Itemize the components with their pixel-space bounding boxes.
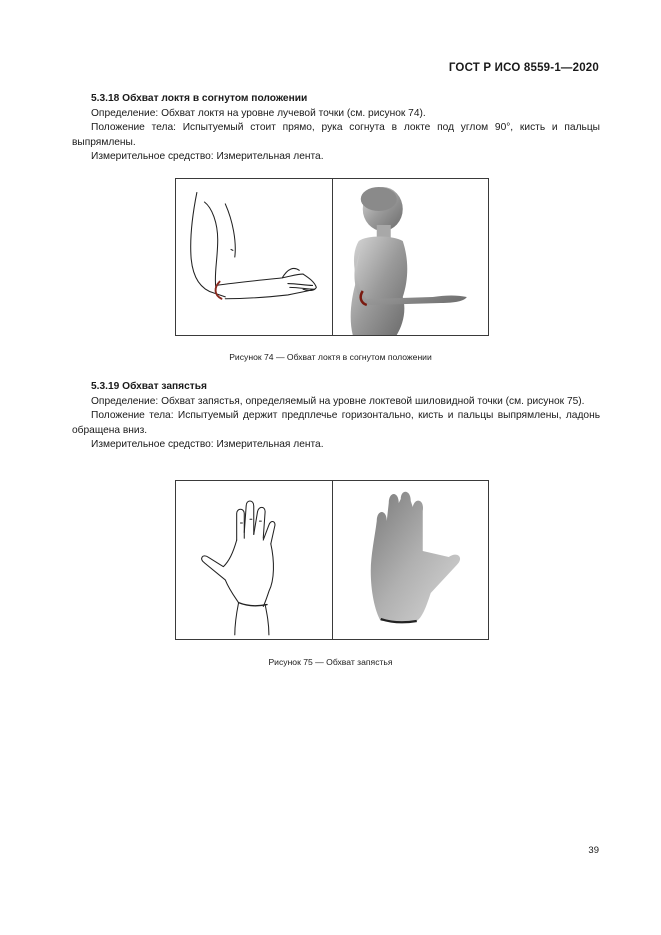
elbow-3d-figure [332, 179, 489, 335]
document-id: ГОСТ Р ИСО 8559-1—2020 [448, 62, 599, 74]
page-number: 39 [588, 845, 599, 856]
figure-74-caption: Рисунок 74 — Обхват локтя в согнутом положении [229, 352, 432, 362]
body-position-text: Положение тела: Испытуемый держит предплечье горизонтально, кисть и пальцы выпрямлены, ладонь обращена вниз. [72, 410, 600, 436]
figure-75-caption: Рисунок 75 — Обхват запястья [268, 657, 393, 667]
section-5-3-18 [72, 92, 600, 165]
definition-text: Определение: Обхват запястья, определяемый на уровне локтевой шиловидной точки (см. рисунок 75). [91, 395, 585, 407]
section-heading: 5.3.19 Обхват запястья [91, 381, 207, 392]
wrist-3d-hand [332, 481, 489, 639]
measuring-tool-text: Измерительное средство: Измерительная лента. [91, 439, 324, 451]
elbow-line-drawing [176, 179, 332, 335]
section-heading: 5.3.18 Обхват локтя в согнутом положении [91, 93, 308, 104]
measuring-tool-text: Измерительное средство: Измерительная лента. [91, 151, 324, 163]
figure-75 [175, 480, 489, 640]
definition-text: Определение: Обхват локтя на уровне лучевой точки (см. рисунок 74). [91, 107, 426, 119]
section-5-3-19 [72, 380, 600, 453]
body-position-text: Положение тела: Испытуемый стоит прямо, рука согнута в локте под углом 90°, кисть и пальцы выпрямлены. [72, 122, 600, 148]
figure-74 [175, 178, 489, 336]
wrist-line-drawing [176, 481, 332, 639]
